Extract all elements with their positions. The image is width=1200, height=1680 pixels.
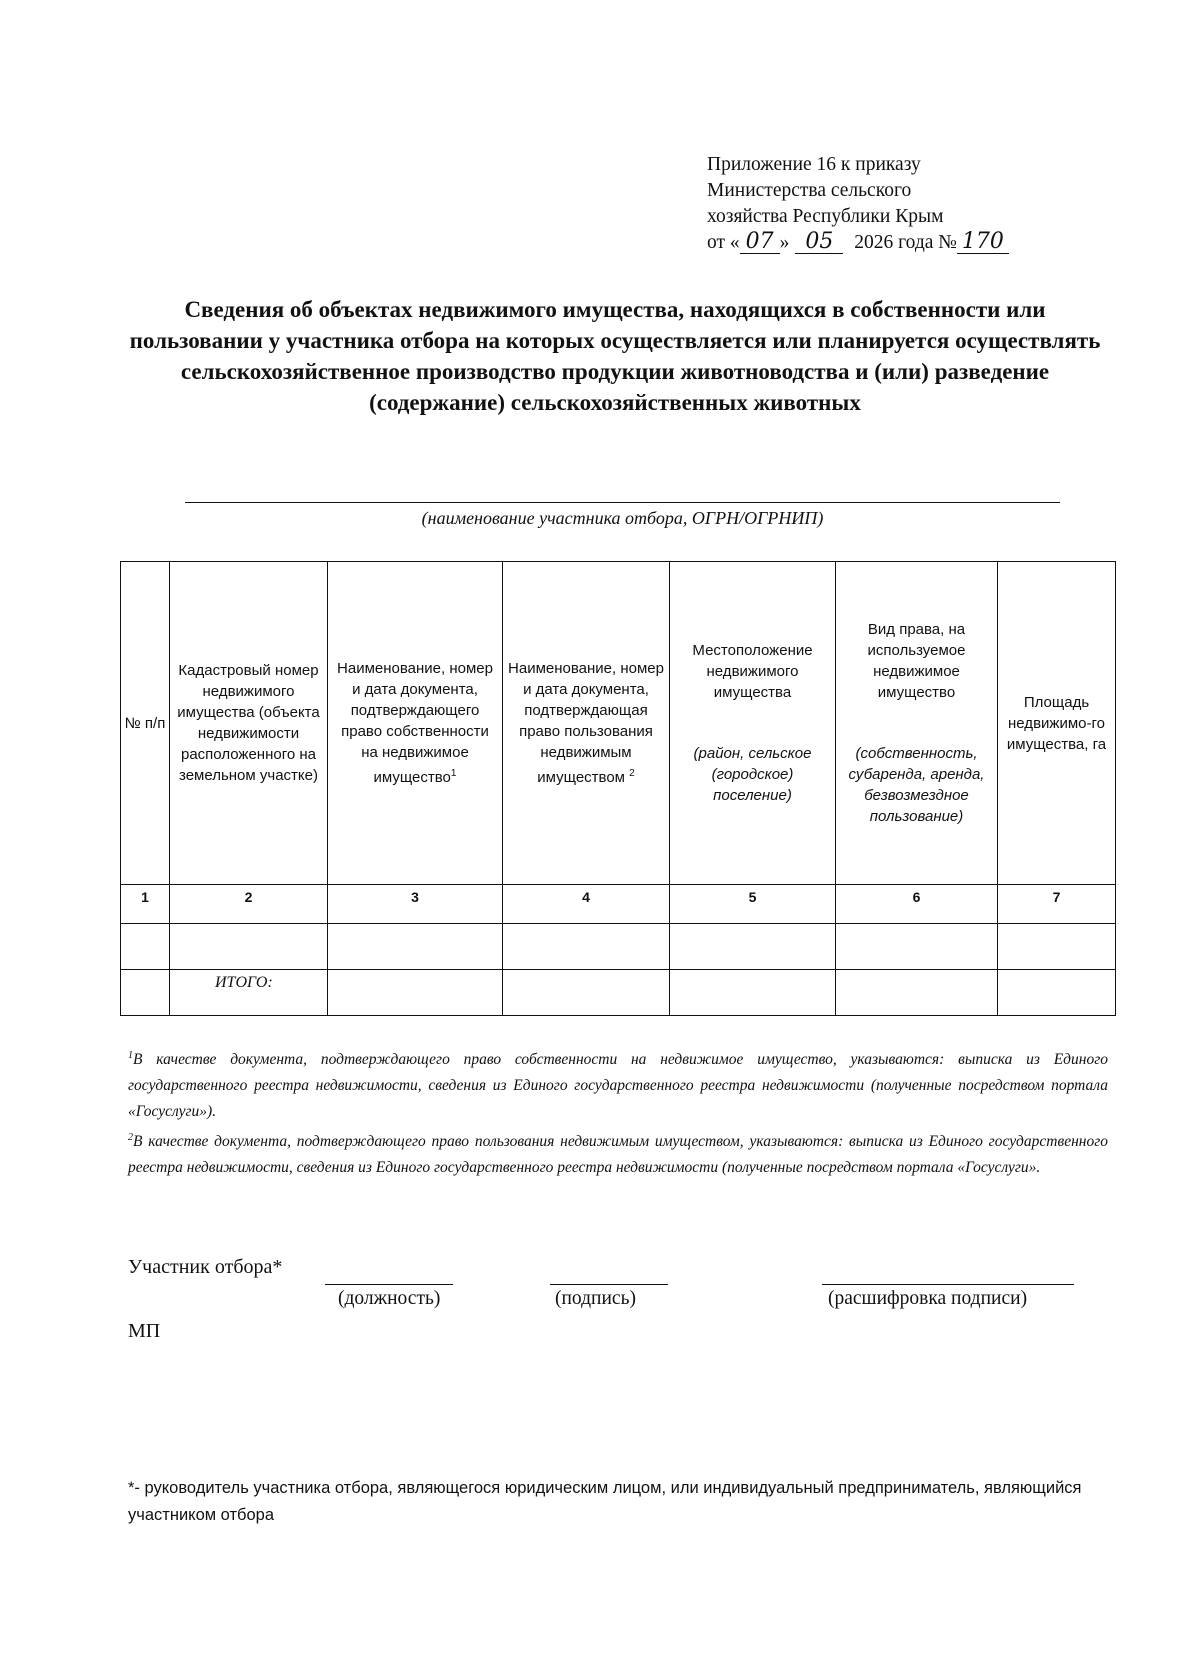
decoding-line[interactable]: [822, 1284, 1074, 1285]
table-cell[interactable]: [121, 924, 170, 970]
footnote-ref-2: 2: [629, 768, 635, 779]
appendix-line-2: Министерства сельского: [707, 180, 912, 201]
decoding-caption: (расшифровка подписи): [828, 1288, 1028, 1309]
header-cell-usage-doc: Наименование, номер и дата документа, подтверждающая право пользования недвижимым имуществом $^2$: [503, 562, 670, 885]
appendix-line-1: Приложение 16 к приказу: [707, 154, 921, 175]
table-cell[interactable]: [998, 970, 1116, 1016]
handwritten-month: 05: [795, 231, 843, 254]
appendix-line-3: хозяйства Республики Крым: [707, 206, 944, 227]
participant-signature-label: Участник отбора*: [128, 1256, 283, 1278]
table-cell[interactable]: [170, 924, 328, 970]
table-cell[interactable]: [670, 924, 836, 970]
column-number: 4: [503, 885, 670, 924]
bottom-note: *- руководитель участника отбора, являющегося юридическим лицом, или индивидуальный предприниматель, являющийся участником отбора: [128, 1479, 1082, 1524]
table-cell[interactable]: [670, 970, 836, 1016]
column-number: 6: [836, 885, 998, 924]
table-cell[interactable]: [328, 924, 503, 970]
participant-name-caption: (наименование участника отбора, ОГРН/ОГРНИП): [421, 508, 824, 528]
table-total-row: [121, 970, 1116, 1016]
table-cell[interactable]: [503, 970, 670, 1016]
table-number-row: [121, 885, 1116, 924]
table-cell[interactable]: [998, 924, 1116, 970]
table-row: [121, 924, 1116, 970]
header-cell-cadastral: Кадастровый номер недвижимого имущества (объекта недвижимости расположенного на земельном участке): [170, 562, 328, 885]
participant-name-line: [185, 502, 1060, 503]
table-cell[interactable]: [836, 970, 998, 1016]
position-line[interactable]: [325, 1284, 453, 1285]
table-cell[interactable]: [328, 970, 503, 1016]
header-cell-location: Местоположение недвижимого имущества (район, сельское (городское) поселение): [670, 562, 836, 885]
position-caption: (должность): [338, 1288, 441, 1309]
header-cell-number: № п/п: [121, 562, 170, 885]
header-cell-ownership-doc: Наименование, номер и дата документа, подтверждающего право собственности на недвижимое имущество$^1$: [328, 562, 503, 885]
table-cell[interactable]: [121, 970, 170, 1016]
table-header-row: [121, 562, 1116, 885]
column-number: 1: [121, 885, 170, 924]
handwritten-day: 07: [740, 231, 780, 254]
total-label: ИТОГО:: [170, 970, 328, 1016]
date-quote-close: »: [779, 232, 790, 253]
column-number: 7: [998, 885, 1116, 924]
appendix-date-line: [707, 230, 1107, 256]
footnote-ref-1: 1: [450, 768, 457, 779]
header-cell-area: Площадь недвижимо-го имущества, га: [998, 562, 1116, 885]
stamp-placeholder: МП: [128, 1320, 161, 1342]
header-cell-right-type: Вид права, на используемое недвижимое имущество (собственность, субаренда, аренда, безвозмездное пользование): [836, 562, 998, 885]
column-number: 3: [328, 885, 503, 924]
footnote-2: $^2$В качестве документа, подтверждающего право пользования недвижимым имуществом, указываются: выписка из Единого государственного реестра недвижимости, сведения из Единого государственного реестра недвижимости (полученные посредством портала «Госуслуги».: [128, 1132, 1108, 1177]
signature-caption: (подпись): [555, 1288, 636, 1309]
table-cell[interactable]: [503, 924, 670, 970]
date-year: 2026: [854, 232, 894, 253]
footnote-1: $^1$В качестве документа, подтверждающего право собственности на недвижимое имущество, указываются: выписка из Единого государственного реестра недвижимости, сведения из Единого государственного реестра недвижимости (полученные посредством портала «Госуслуги»).: [128, 1050, 1108, 1121]
property-table: [120, 561, 1116, 1016]
signature-line[interactable]: [550, 1284, 668, 1285]
table-cell[interactable]: [836, 924, 998, 970]
column-number: 2: [170, 885, 328, 924]
footnotes: [128, 1043, 1108, 1181]
handwritten-order-number: 170: [957, 231, 1009, 254]
document-title: Сведения об объектах недвижимого имущества, находящихся в собственности или пользовании у участника отбора на которых осуществляется или планируется осуществлять сельскохозяйственное производство продукции животноводства и (или) разведение (содержание) сельскохозяйственных животных: [129, 297, 1101, 415]
date-prefix: от «: [707, 232, 740, 253]
date-year-word: года №: [898, 232, 957, 253]
appendix-block: [707, 152, 1107, 256]
column-number: 5: [670, 885, 836, 924]
